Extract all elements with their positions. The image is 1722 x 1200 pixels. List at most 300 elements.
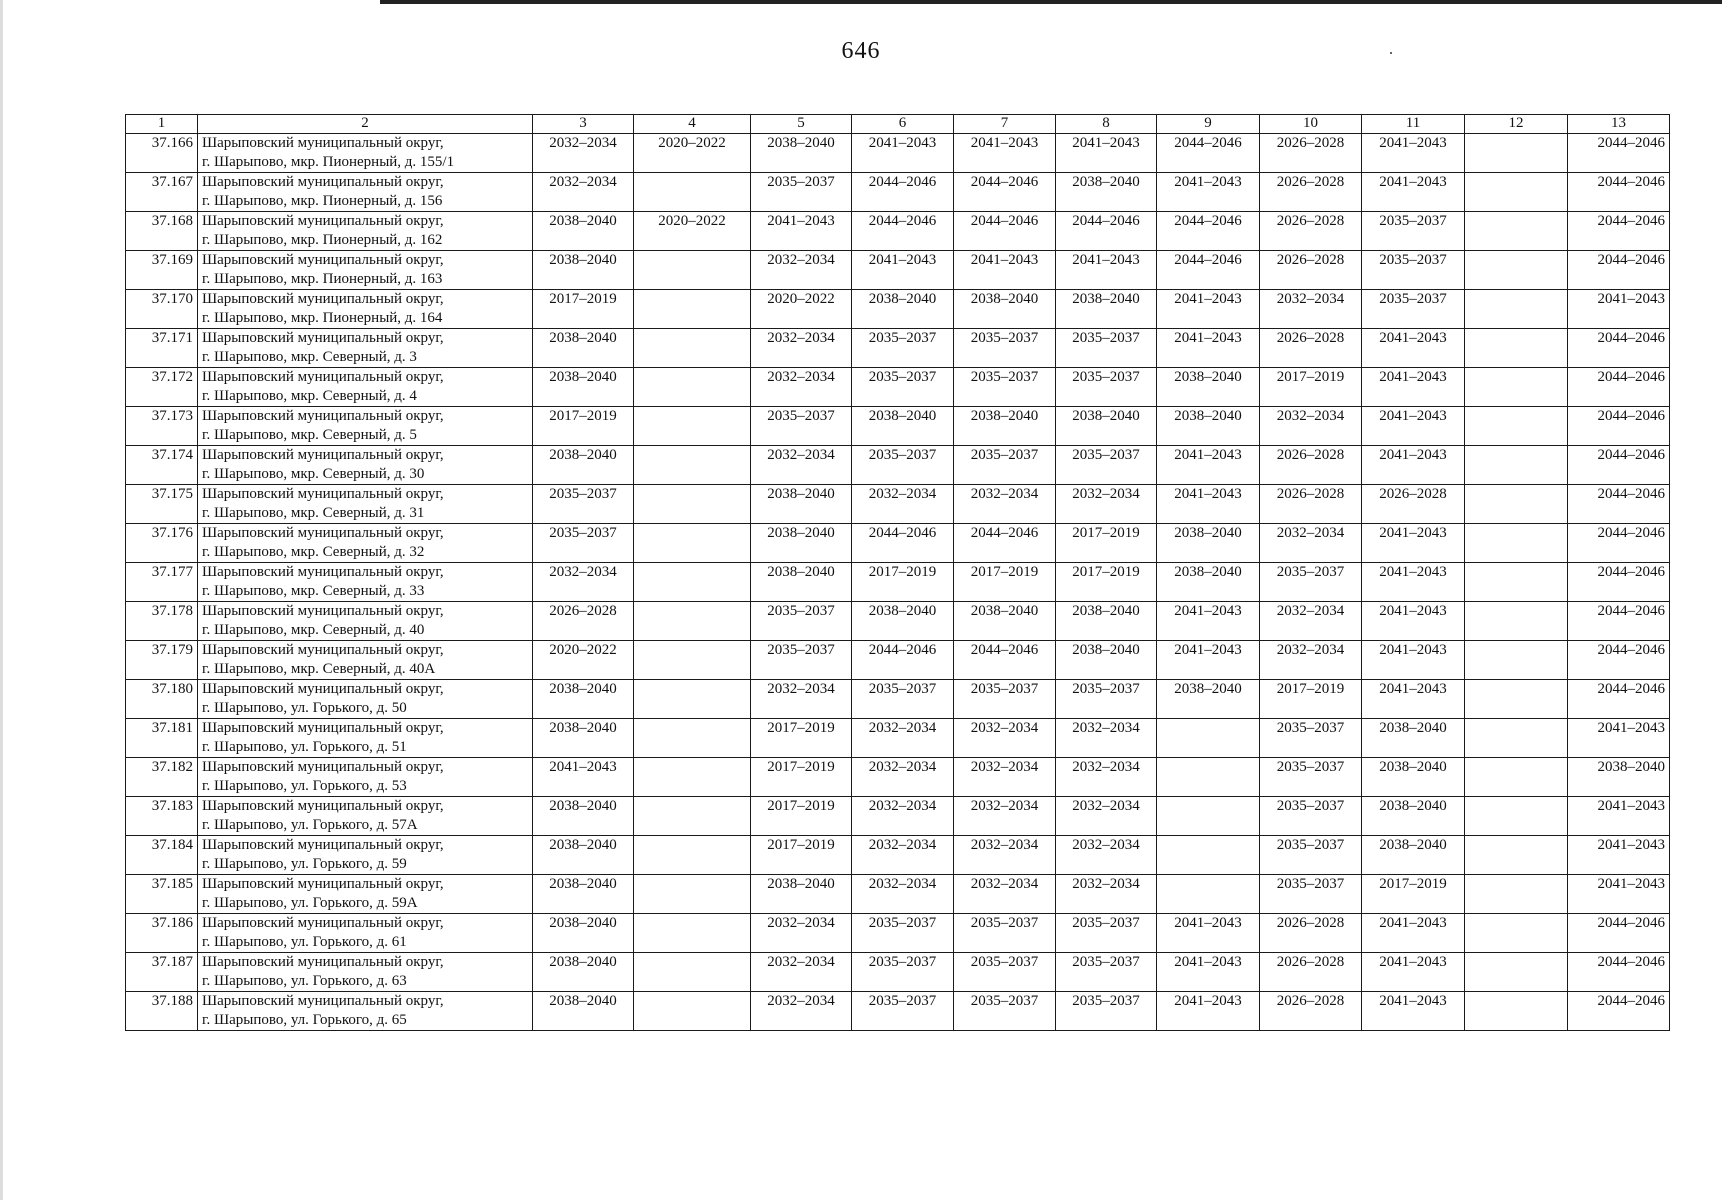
period-cell-col-12 xyxy=(1465,134,1568,173)
period-cell-col-8: 2035–2037 xyxy=(1056,680,1157,719)
address-line-street: г. Шарыпово, ул. Горького, д. 50 xyxy=(202,700,407,716)
period-cell-col-11: 2041–2043 xyxy=(1362,524,1465,563)
period-cell-col-6: 2044–2046 xyxy=(852,212,954,251)
period-cell-col-12 xyxy=(1465,602,1568,641)
period-cell-col-7: 2038–2040 xyxy=(954,407,1056,446)
address-line-street: г. Шарыпово, мкр. Пионерный, д. 155/1 xyxy=(202,154,455,170)
period-cell-col-4 xyxy=(634,485,751,524)
period-cell-col-10: 2032–2034 xyxy=(1260,602,1362,641)
address-line-street: г. Шарыпово, ул. Горького, д. 59А xyxy=(202,895,418,911)
period-cell-col-11: 2038–2040 xyxy=(1362,836,1465,875)
period-cell-col-12 xyxy=(1465,680,1568,719)
period-cell-col-6: 2017–2019 xyxy=(852,563,954,602)
period-cell-col-8: 2041–2043 xyxy=(1056,251,1157,290)
page-number: 646 xyxy=(841,38,881,64)
period-cell-col-13: 2041–2043 xyxy=(1568,875,1670,914)
period-cell-col-4 xyxy=(634,173,751,212)
period-cell-col-3: 2038–2040 xyxy=(533,836,634,875)
address-line-street: г. Шарыпово, мкр. Пионерный, д. 163 xyxy=(202,271,443,287)
period-cell-col-12 xyxy=(1465,446,1568,485)
period-cell-col-13: 2044–2046 xyxy=(1568,680,1670,719)
period-cell-col-11: 2041–2043 xyxy=(1362,134,1465,173)
address-line-district: Шарыповский муниципальный округ, xyxy=(202,174,444,190)
period-cell-col-4 xyxy=(634,836,751,875)
period-cell-col-13: 2044–2046 xyxy=(1568,446,1670,485)
period-cell-col-9: 2038–2040 xyxy=(1157,563,1260,602)
period-cell-col-12 xyxy=(1465,524,1568,563)
scan-edge-left xyxy=(0,0,3,1200)
period-cell-col-12 xyxy=(1465,797,1568,836)
period-cell-col-4 xyxy=(634,446,751,485)
address-line-street: г. Шарыпово, ул. Горького, д. 65 xyxy=(202,1012,407,1028)
period-cell-col-10: 2032–2034 xyxy=(1260,407,1362,446)
period-cell-col-3: 2038–2040 xyxy=(533,953,634,992)
period-cell-col-5: 2041–2043 xyxy=(751,212,852,251)
address-line-street: г. Шарыпово, мкр. Северный, д. 31 xyxy=(202,505,425,521)
period-cell-col-8: 2032–2034 xyxy=(1056,797,1157,836)
period-cell-col-12 xyxy=(1465,836,1568,875)
period-cell-col-6: 2032–2034 xyxy=(852,758,954,797)
period-cell-col-4 xyxy=(634,251,751,290)
column-header-13: 13 xyxy=(1568,115,1670,134)
column-header-6: 6 xyxy=(852,115,954,134)
period-cell-col-8: 2038–2040 xyxy=(1056,173,1157,212)
address-line-district: Шарыповский муниципальный округ, xyxy=(202,369,444,385)
period-cell-col-4 xyxy=(634,914,751,953)
table-row xyxy=(126,212,1670,251)
period-cell-col-6: 2035–2037 xyxy=(852,329,954,368)
period-cell-col-4 xyxy=(634,368,751,407)
period-cell-col-12 xyxy=(1465,953,1568,992)
period-cell-col-7: 2038–2040 xyxy=(954,602,1056,641)
column-header-10: 10 xyxy=(1260,115,1362,134)
address-line-street: г. Шарыпово, ул. Горького, д. 63 xyxy=(202,973,407,989)
row-number-cell: 37.182 xyxy=(126,758,198,797)
table-row xyxy=(126,719,1670,758)
period-cell-col-5: 2017–2019 xyxy=(751,836,852,875)
period-cell-col-10: 2026–2028 xyxy=(1260,173,1362,212)
period-cell-col-8: 2035–2037 xyxy=(1056,368,1157,407)
period-cell-col-8: 2035–2037 xyxy=(1056,446,1157,485)
period-cell-col-5: 2032–2034 xyxy=(751,446,852,485)
period-cell-col-6: 2044–2046 xyxy=(852,641,954,680)
period-cell-col-4: 2020–2022 xyxy=(634,134,751,173)
row-number-cell: 37.172 xyxy=(126,368,198,407)
period-cell-col-9: 2041–2043 xyxy=(1157,641,1260,680)
address-cell xyxy=(198,134,533,173)
period-cell-col-10: 2026–2028 xyxy=(1260,992,1362,1031)
address-cell xyxy=(198,173,533,212)
address-cell xyxy=(198,680,533,719)
period-cell-col-4 xyxy=(634,875,751,914)
period-cell-col-9: 2041–2043 xyxy=(1157,992,1260,1031)
period-cell-col-3: 2017–2019 xyxy=(533,407,634,446)
period-cell-col-5: 2032–2034 xyxy=(751,251,852,290)
row-number-cell: 37.188 xyxy=(126,992,198,1031)
row-number-cell: 37.173 xyxy=(126,407,198,446)
period-cell-col-11: 2041–2043 xyxy=(1362,446,1465,485)
address-line-street: г. Шарыпово, мкр. Северный, д. 40А xyxy=(202,661,436,677)
period-cell-col-6: 2035–2037 xyxy=(852,446,954,485)
address-line-street: г. Шарыпово, ул. Горького, д. 53 xyxy=(202,778,407,794)
period-cell-col-13: 2041–2043 xyxy=(1568,836,1670,875)
row-number-cell: 37.176 xyxy=(126,524,198,563)
period-cell-col-10: 2026–2028 xyxy=(1260,914,1362,953)
period-cell-col-3: 2038–2040 xyxy=(533,797,634,836)
table-row xyxy=(126,134,1670,173)
column-header-3: 3 xyxy=(533,115,634,134)
period-cell-col-12 xyxy=(1465,563,1568,602)
period-cell-col-13: 2044–2046 xyxy=(1568,992,1670,1031)
period-cell-col-6: 2032–2034 xyxy=(852,485,954,524)
period-cell-col-4 xyxy=(634,407,751,446)
table-row xyxy=(126,953,1670,992)
period-cell-col-6: 2044–2046 xyxy=(852,524,954,563)
period-cell-col-13: 2044–2046 xyxy=(1568,134,1670,173)
period-cell-col-9: 2044–2046 xyxy=(1157,134,1260,173)
row-number-cell: 37.183 xyxy=(126,797,198,836)
address-cell xyxy=(198,563,533,602)
address-line-street: г. Шарыпово, ул. Горького, д. 61 xyxy=(202,934,407,950)
table-row xyxy=(126,173,1670,212)
period-cell-col-6: 2032–2034 xyxy=(852,875,954,914)
period-cell-col-9: 2044–2046 xyxy=(1157,212,1260,251)
row-number-cell: 37.166 xyxy=(126,134,198,173)
period-cell-col-13: 2044–2046 xyxy=(1568,251,1670,290)
row-number-cell: 37.167 xyxy=(126,173,198,212)
period-cell-col-13: 2044–2046 xyxy=(1568,368,1670,407)
period-cell-col-13: 2044–2046 xyxy=(1568,602,1670,641)
period-cell-col-7: 2032–2034 xyxy=(954,485,1056,524)
period-cell-col-5: 2017–2019 xyxy=(751,758,852,797)
period-cell-col-3: 2032–2034 xyxy=(533,563,634,602)
period-cell-col-5: 2038–2040 xyxy=(751,875,852,914)
period-cell-col-11: 2041–2043 xyxy=(1362,329,1465,368)
period-cell-col-10: 2035–2037 xyxy=(1260,563,1362,602)
period-cell-col-9: 2044–2046 xyxy=(1157,251,1260,290)
period-cell-col-10: 2026–2028 xyxy=(1260,329,1362,368)
period-cell-col-6: 2044–2046 xyxy=(852,173,954,212)
period-cell-col-9: 2041–2043 xyxy=(1157,953,1260,992)
period-cell-col-10: 2032–2034 xyxy=(1260,524,1362,563)
table-row xyxy=(126,329,1670,368)
period-cell-col-13: 2044–2046 xyxy=(1568,329,1670,368)
period-cell-col-4 xyxy=(634,524,751,563)
address-line-street: г. Шарыпово, ул. Горького, д. 57А xyxy=(202,817,418,833)
period-cell-col-3: 2041–2043 xyxy=(533,758,634,797)
period-cell-col-5: 2017–2019 xyxy=(751,719,852,758)
period-cell-col-10: 2017–2019 xyxy=(1260,368,1362,407)
row-number-cell: 37.185 xyxy=(126,875,198,914)
period-cell-col-5: 2038–2040 xyxy=(751,134,852,173)
address-line-district: Шарыповский муниципальный округ, xyxy=(202,408,444,424)
period-cell-col-5: 2035–2037 xyxy=(751,407,852,446)
period-cell-col-6: 2032–2034 xyxy=(852,836,954,875)
period-cell-col-11: 2041–2043 xyxy=(1362,602,1465,641)
period-cell-col-10: 2035–2037 xyxy=(1260,719,1362,758)
column-header-4: 4 xyxy=(634,115,751,134)
address-line-district: Шарыповский муниципальный округ, xyxy=(202,798,444,814)
period-cell-col-13: 2044–2046 xyxy=(1568,641,1670,680)
period-cell-col-9: 2038–2040 xyxy=(1157,524,1260,563)
period-cell-col-7: 2032–2034 xyxy=(954,875,1056,914)
period-cell-col-8: 2032–2034 xyxy=(1056,719,1157,758)
period-cell-col-9: 2041–2043 xyxy=(1157,485,1260,524)
table-row xyxy=(126,602,1670,641)
period-cell-col-10: 2017–2019 xyxy=(1260,680,1362,719)
period-cell-col-4 xyxy=(634,290,751,329)
period-cell-col-8: 2035–2037 xyxy=(1056,329,1157,368)
address-cell xyxy=(198,290,533,329)
column-header-1: 1 xyxy=(126,115,198,134)
period-cell-col-5: 2032–2034 xyxy=(751,914,852,953)
period-cell-col-5: 2038–2040 xyxy=(751,485,852,524)
period-cell-col-10: 2026–2028 xyxy=(1260,134,1362,173)
column-header-12: 12 xyxy=(1465,115,1568,134)
period-cell-col-13: 2044–2046 xyxy=(1568,563,1670,602)
address-cell xyxy=(198,758,533,797)
period-cell-col-3: 2032–2034 xyxy=(533,134,634,173)
period-cell-col-6: 2041–2043 xyxy=(852,251,954,290)
period-cell-col-12 xyxy=(1465,485,1568,524)
table-row xyxy=(126,524,1670,563)
period-cell-col-8: 2032–2034 xyxy=(1056,758,1157,797)
row-number-cell: 37.180 xyxy=(126,680,198,719)
period-cell-col-13: 2044–2046 xyxy=(1568,407,1670,446)
address-line-district: Шарыповский муниципальный округ, xyxy=(202,291,444,307)
column-header-2: 2 xyxy=(198,115,533,134)
column-header-11: 11 xyxy=(1362,115,1465,134)
address-line-street: г. Шарыпово, мкр. Северный, д. 30 xyxy=(202,466,425,482)
period-cell-col-6: 2035–2037 xyxy=(852,992,954,1031)
period-cell-col-8: 2038–2040 xyxy=(1056,641,1157,680)
period-cell-col-9: 2041–2043 xyxy=(1157,914,1260,953)
address-line-street: г. Шарыпово, мкр. Северный, д. 32 xyxy=(202,544,425,560)
period-cell-col-11: 2038–2040 xyxy=(1362,758,1465,797)
period-cell-col-11: 2038–2040 xyxy=(1362,797,1465,836)
period-cell-col-13: 2044–2046 xyxy=(1568,914,1670,953)
address-line-street: г. Шарыпово, ул. Горького, д. 59 xyxy=(202,856,407,872)
address-line-district: Шарыповский муниципальный округ, xyxy=(202,837,444,853)
period-cell-col-3: 2035–2037 xyxy=(533,524,634,563)
period-cell-col-9: 2038–2040 xyxy=(1157,368,1260,407)
table-row xyxy=(126,563,1670,602)
period-cell-col-9 xyxy=(1157,758,1260,797)
address-line-district: Шарыповский муниципальный округ, xyxy=(202,603,444,619)
period-cell-col-3: 2020–2022 xyxy=(533,641,634,680)
period-cell-col-11: 2041–2043 xyxy=(1362,407,1465,446)
address-line-district: Шарыповский муниципальный округ, xyxy=(202,330,444,346)
period-cell-col-3: 2038–2040 xyxy=(533,212,634,251)
period-cell-col-8: 2017–2019 xyxy=(1056,563,1157,602)
period-cell-col-5: 2032–2034 xyxy=(751,680,852,719)
period-cell-col-9: 2041–2043 xyxy=(1157,602,1260,641)
period-cell-col-9: 2041–2043 xyxy=(1157,290,1260,329)
period-cell-col-13: 2044–2046 xyxy=(1568,524,1670,563)
period-cell-col-4 xyxy=(634,719,751,758)
address-cell xyxy=(198,485,533,524)
address-line-street: г. Шарыпово, мкр. Пионерный, д. 164 xyxy=(202,310,443,326)
period-cell-col-4 xyxy=(634,758,751,797)
period-cell-col-4 xyxy=(634,641,751,680)
period-cell-col-6: 2035–2037 xyxy=(852,914,954,953)
period-cell-col-7: 2035–2037 xyxy=(954,953,1056,992)
period-cell-col-11: 2038–2040 xyxy=(1362,719,1465,758)
period-cell-col-11: 2041–2043 xyxy=(1362,641,1465,680)
period-cell-col-13: 2041–2043 xyxy=(1568,797,1670,836)
row-number-cell: 37.170 xyxy=(126,290,198,329)
period-cell-col-9: 2038–2040 xyxy=(1157,680,1260,719)
address-line-street: г. Шарыпово, мкр. Северный, д. 5 xyxy=(202,427,417,443)
address-line-district: Шарыповский муниципальный округ, xyxy=(202,252,444,268)
table-row xyxy=(126,251,1670,290)
period-cell-col-10: 2035–2037 xyxy=(1260,875,1362,914)
period-cell-col-4 xyxy=(634,680,751,719)
period-cell-col-8: 2035–2037 xyxy=(1056,953,1157,992)
row-number-cell: 37.168 xyxy=(126,212,198,251)
row-number-cell: 37.186 xyxy=(126,914,198,953)
period-cell-col-6: 2035–2037 xyxy=(852,953,954,992)
address-cell xyxy=(198,797,533,836)
period-cell-col-12 xyxy=(1465,914,1568,953)
table-row xyxy=(126,485,1670,524)
address-line-district: Шарыповский муниципальный округ, xyxy=(202,993,444,1009)
period-cell-col-12 xyxy=(1465,290,1568,329)
period-cell-col-3: 2038–2040 xyxy=(533,914,634,953)
period-cell-col-9 xyxy=(1157,719,1260,758)
address-cell xyxy=(198,875,533,914)
period-cell-col-8: 2041–2043 xyxy=(1056,134,1157,173)
period-cell-col-11: 2041–2043 xyxy=(1362,992,1465,1031)
period-cell-col-6: 2038–2040 xyxy=(852,602,954,641)
period-cell-col-10: 2032–2034 xyxy=(1260,641,1362,680)
period-cell-col-10: 2035–2037 xyxy=(1260,797,1362,836)
period-cell-col-3: 2038–2040 xyxy=(533,992,634,1031)
period-cell-col-7: 2035–2037 xyxy=(954,992,1056,1031)
period-cell-col-5: 2032–2034 xyxy=(751,368,852,407)
period-cell-col-3: 2038–2040 xyxy=(533,446,634,485)
period-cell-col-8: 2032–2034 xyxy=(1056,485,1157,524)
period-cell-col-7: 2035–2037 xyxy=(954,368,1056,407)
period-cell-col-10: 2026–2028 xyxy=(1260,446,1362,485)
period-cell-col-11: 2041–2043 xyxy=(1362,680,1465,719)
period-cell-col-7: 2032–2034 xyxy=(954,758,1056,797)
period-cell-col-12 xyxy=(1465,875,1568,914)
period-cell-col-9: 2041–2043 xyxy=(1157,173,1260,212)
period-cell-col-5: 2032–2034 xyxy=(751,992,852,1031)
period-cell-col-7: 2041–2043 xyxy=(954,134,1056,173)
address-line-street: г. Шарыпово, ул. Горького, д. 51 xyxy=(202,739,407,755)
period-cell-col-4 xyxy=(634,797,751,836)
address-line-district: Шарыповский муниципальный округ, xyxy=(202,759,444,775)
row-number-cell: 37.179 xyxy=(126,641,198,680)
address-cell xyxy=(198,368,533,407)
row-number-cell: 37.171 xyxy=(126,329,198,368)
period-cell-col-4 xyxy=(634,602,751,641)
table-body xyxy=(126,134,1670,1031)
address-cell xyxy=(198,524,533,563)
header-row xyxy=(126,115,1670,134)
period-cell-col-10: 2032–2034 xyxy=(1260,290,1362,329)
address-line-street: г. Шарыпово, мкр. Северный, д. 4 xyxy=(202,388,417,404)
period-cell-col-5: 2035–2037 xyxy=(751,173,852,212)
address-cell xyxy=(198,719,533,758)
period-cell-col-7: 2044–2046 xyxy=(954,524,1056,563)
period-cell-col-4 xyxy=(634,953,751,992)
period-cell-col-8: 2038–2040 xyxy=(1056,290,1157,329)
period-cell-col-10: 2026–2028 xyxy=(1260,485,1362,524)
period-cell-col-11: 2026–2028 xyxy=(1362,485,1465,524)
address-line-district: Шарыповский муниципальный округ, xyxy=(202,135,444,151)
period-cell-col-9 xyxy=(1157,875,1260,914)
period-cell-col-5: 2032–2034 xyxy=(751,329,852,368)
address-line-street: г. Шарыпово, мкр. Пионерный, д. 162 xyxy=(202,232,443,248)
row-number-cell: 37.178 xyxy=(126,602,198,641)
period-cell-col-3: 2017–2019 xyxy=(533,290,634,329)
period-cell-col-3: 2038–2040 xyxy=(533,251,634,290)
period-cell-col-12 xyxy=(1465,719,1568,758)
period-cell-col-3: 2038–2040 xyxy=(533,875,634,914)
period-cell-col-7: 2041–2043 xyxy=(954,251,1056,290)
period-cell-col-5: 2020–2022 xyxy=(751,290,852,329)
scan-edge-top xyxy=(380,0,1722,4)
address-line-district: Шарыповский муниципальный округ, xyxy=(202,447,444,463)
schedule-table xyxy=(125,114,1670,1031)
period-cell-col-12 xyxy=(1465,368,1568,407)
address-cell xyxy=(198,407,533,446)
table-row xyxy=(126,914,1670,953)
period-cell-col-13: 2041–2043 xyxy=(1568,290,1670,329)
period-cell-col-8: 2035–2037 xyxy=(1056,914,1157,953)
period-cell-col-12 xyxy=(1465,212,1568,251)
period-cell-col-5: 2035–2037 xyxy=(751,602,852,641)
table-row xyxy=(126,992,1670,1031)
address-cell xyxy=(198,212,533,251)
address-line-district: Шарыповский муниципальный округ, xyxy=(202,954,444,970)
period-cell-col-12 xyxy=(1465,407,1568,446)
period-cell-col-12 xyxy=(1465,329,1568,368)
period-cell-col-11: 2041–2043 xyxy=(1362,953,1465,992)
period-cell-col-13: 2044–2046 xyxy=(1568,173,1670,212)
table-row xyxy=(126,680,1670,719)
table-row xyxy=(126,446,1670,485)
period-cell-col-13: 2038–2040 xyxy=(1568,758,1670,797)
period-cell-col-7: 2044–2046 xyxy=(954,212,1056,251)
period-cell-col-6: 2041–2043 xyxy=(852,134,954,173)
column-header-7: 7 xyxy=(954,115,1056,134)
period-cell-col-4 xyxy=(634,563,751,602)
period-cell-col-12 xyxy=(1465,641,1568,680)
period-cell-col-7: 2017–2019 xyxy=(954,563,1056,602)
address-cell xyxy=(198,251,533,290)
period-cell-col-3: 2032–2034 xyxy=(533,173,634,212)
row-number-cell: 37.181 xyxy=(126,719,198,758)
period-cell-col-11: 2035–2037 xyxy=(1362,290,1465,329)
period-cell-col-7: 2032–2034 xyxy=(954,797,1056,836)
period-cell-col-7: 2044–2046 xyxy=(954,173,1056,212)
period-cell-col-10: 2035–2037 xyxy=(1260,836,1362,875)
period-cell-col-6: 2032–2034 xyxy=(852,797,954,836)
period-cell-col-6: 2038–2040 xyxy=(852,290,954,329)
address-line-street: г. Шарыпово, мкр. Северный, д. 33 xyxy=(202,583,425,599)
period-cell-col-7: 2038–2040 xyxy=(954,290,1056,329)
address-line-district: Шарыповский муниципальный округ, xyxy=(202,525,444,541)
period-cell-col-8: 2017–2019 xyxy=(1056,524,1157,563)
period-cell-col-5: 2035–2037 xyxy=(751,641,852,680)
period-cell-col-12 xyxy=(1465,992,1568,1031)
period-cell-col-6: 2035–2037 xyxy=(852,368,954,407)
period-cell-col-12 xyxy=(1465,758,1568,797)
